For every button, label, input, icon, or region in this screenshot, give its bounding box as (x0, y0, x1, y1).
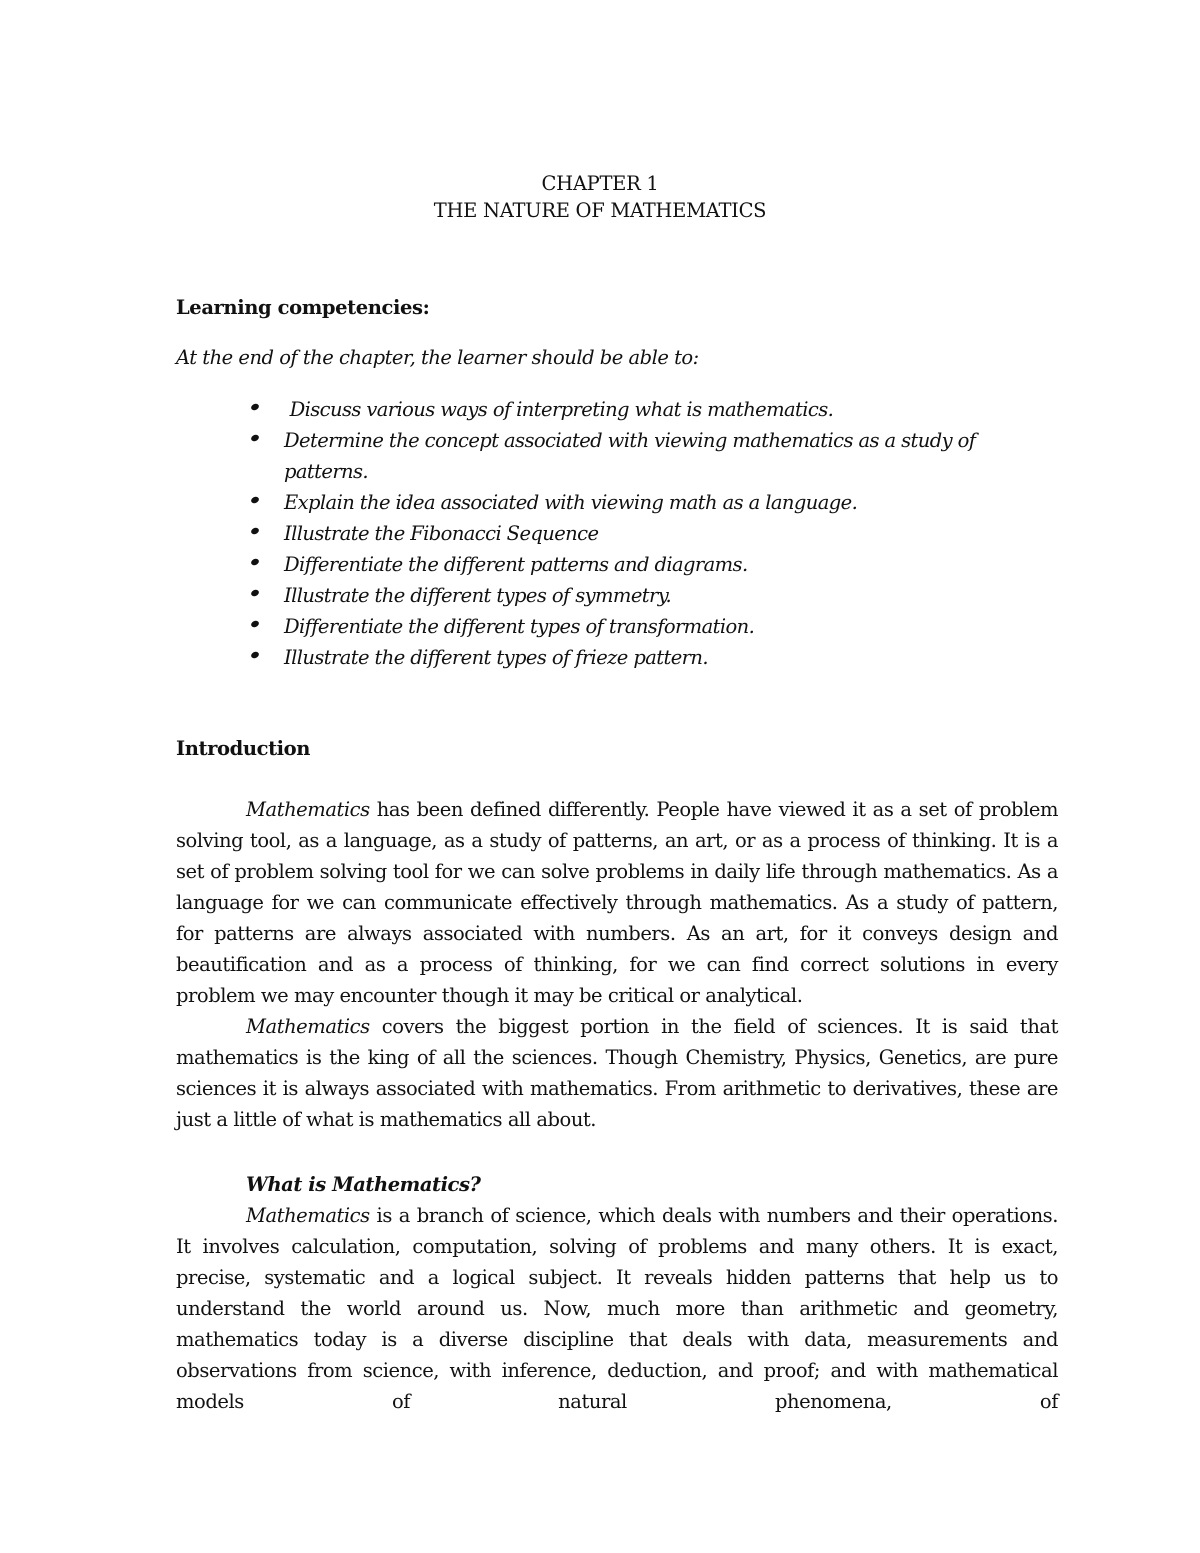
what-is-math-section (176, 1169, 1058, 1417)
bullet-icon (250, 558, 260, 567)
list-item: Discuss various ways of interpreting what is mathematics. (248, 394, 1008, 425)
competencies-list (248, 394, 1008, 673)
bullet-icon (250, 589, 260, 598)
bullet-icon (250, 434, 260, 443)
bullet-icon (250, 527, 260, 536)
list-item: Differentiate the different patterns and diagrams. (248, 549, 1008, 580)
learning-competencies-lead: At the end of the chapter, the learner should be able to: (176, 346, 699, 369)
bullet-icon (250, 651, 260, 660)
bullet-icon (250, 620, 260, 629)
list-item: Illustrate the different types of symmetry. (248, 580, 1008, 611)
list-item: Illustrate the Fibonacci Sequence (248, 518, 1008, 549)
introduction-body (176, 794, 1058, 1135)
learning-competencies-heading: Learning competencies: (176, 296, 430, 319)
list-item: Determine the concept associated with viewing mathematics as a study of patterns. (248, 425, 1008, 487)
what-is-math-heading: What is Mathematics? (246, 1173, 481, 1196)
chapter-title: THE NATURE OF MATHEMATICS (433, 199, 767, 222)
list-item: Illustrate the different types of frieze pattern. (248, 642, 1008, 673)
introduction-paragraph-1: Mathematics has been defined differently. People have viewed it as a set of problem solving tool, as a language, as a study of patterns, an art, or as a process of thinking. It is a set of problem solving tool for we can solve problems in daily life through mathematics. As a language for we can communicate effectively through mathematics. As a study of pattern, for patterns are always associated with numbers. As an art, for it conveys design and beautification and as a process of thinking, for we can find correct solutions in every problem we may encounter though it may be critical or analytical. (176, 798, 1058, 1007)
introduction-heading: Introduction (176, 737, 311, 760)
bullet-icon (250, 403, 260, 412)
bullet-icon (250, 496, 260, 505)
what-is-math-paragraph-1: Mathematics is a branch of science, which deals with numbers and their operations. It involves calculation, computation, solving of problems and many others. It is exact, precise, systematic and a logical subject. It reveals hidden patterns that help us to understand the world around us. Now, much more than arithmetic and geometry, mathematics today is a diverse discipline that deals with data, measurements and observations from science, with inference, deduction, and proof; and with mathematical models of natural phenomena, of (176, 1204, 1058, 1413)
list-item: Explain the idea associated with viewing math as a language. (248, 487, 1008, 518)
chapter-number: CHAPTER 1 (541, 172, 659, 195)
list-item: Differentiate the different types of transformation. (248, 611, 1008, 642)
introduction-paragraph-2: Mathematics covers the biggest portion in the field of sciences. It is said that mathematics is the king of all the sciences. Though Chemistry, Physics, Genetics, are pure sciences it is always associated with mathematics. From arithmetic to derivatives, these are just a little of what is mathematics all about. (176, 1015, 1058, 1131)
